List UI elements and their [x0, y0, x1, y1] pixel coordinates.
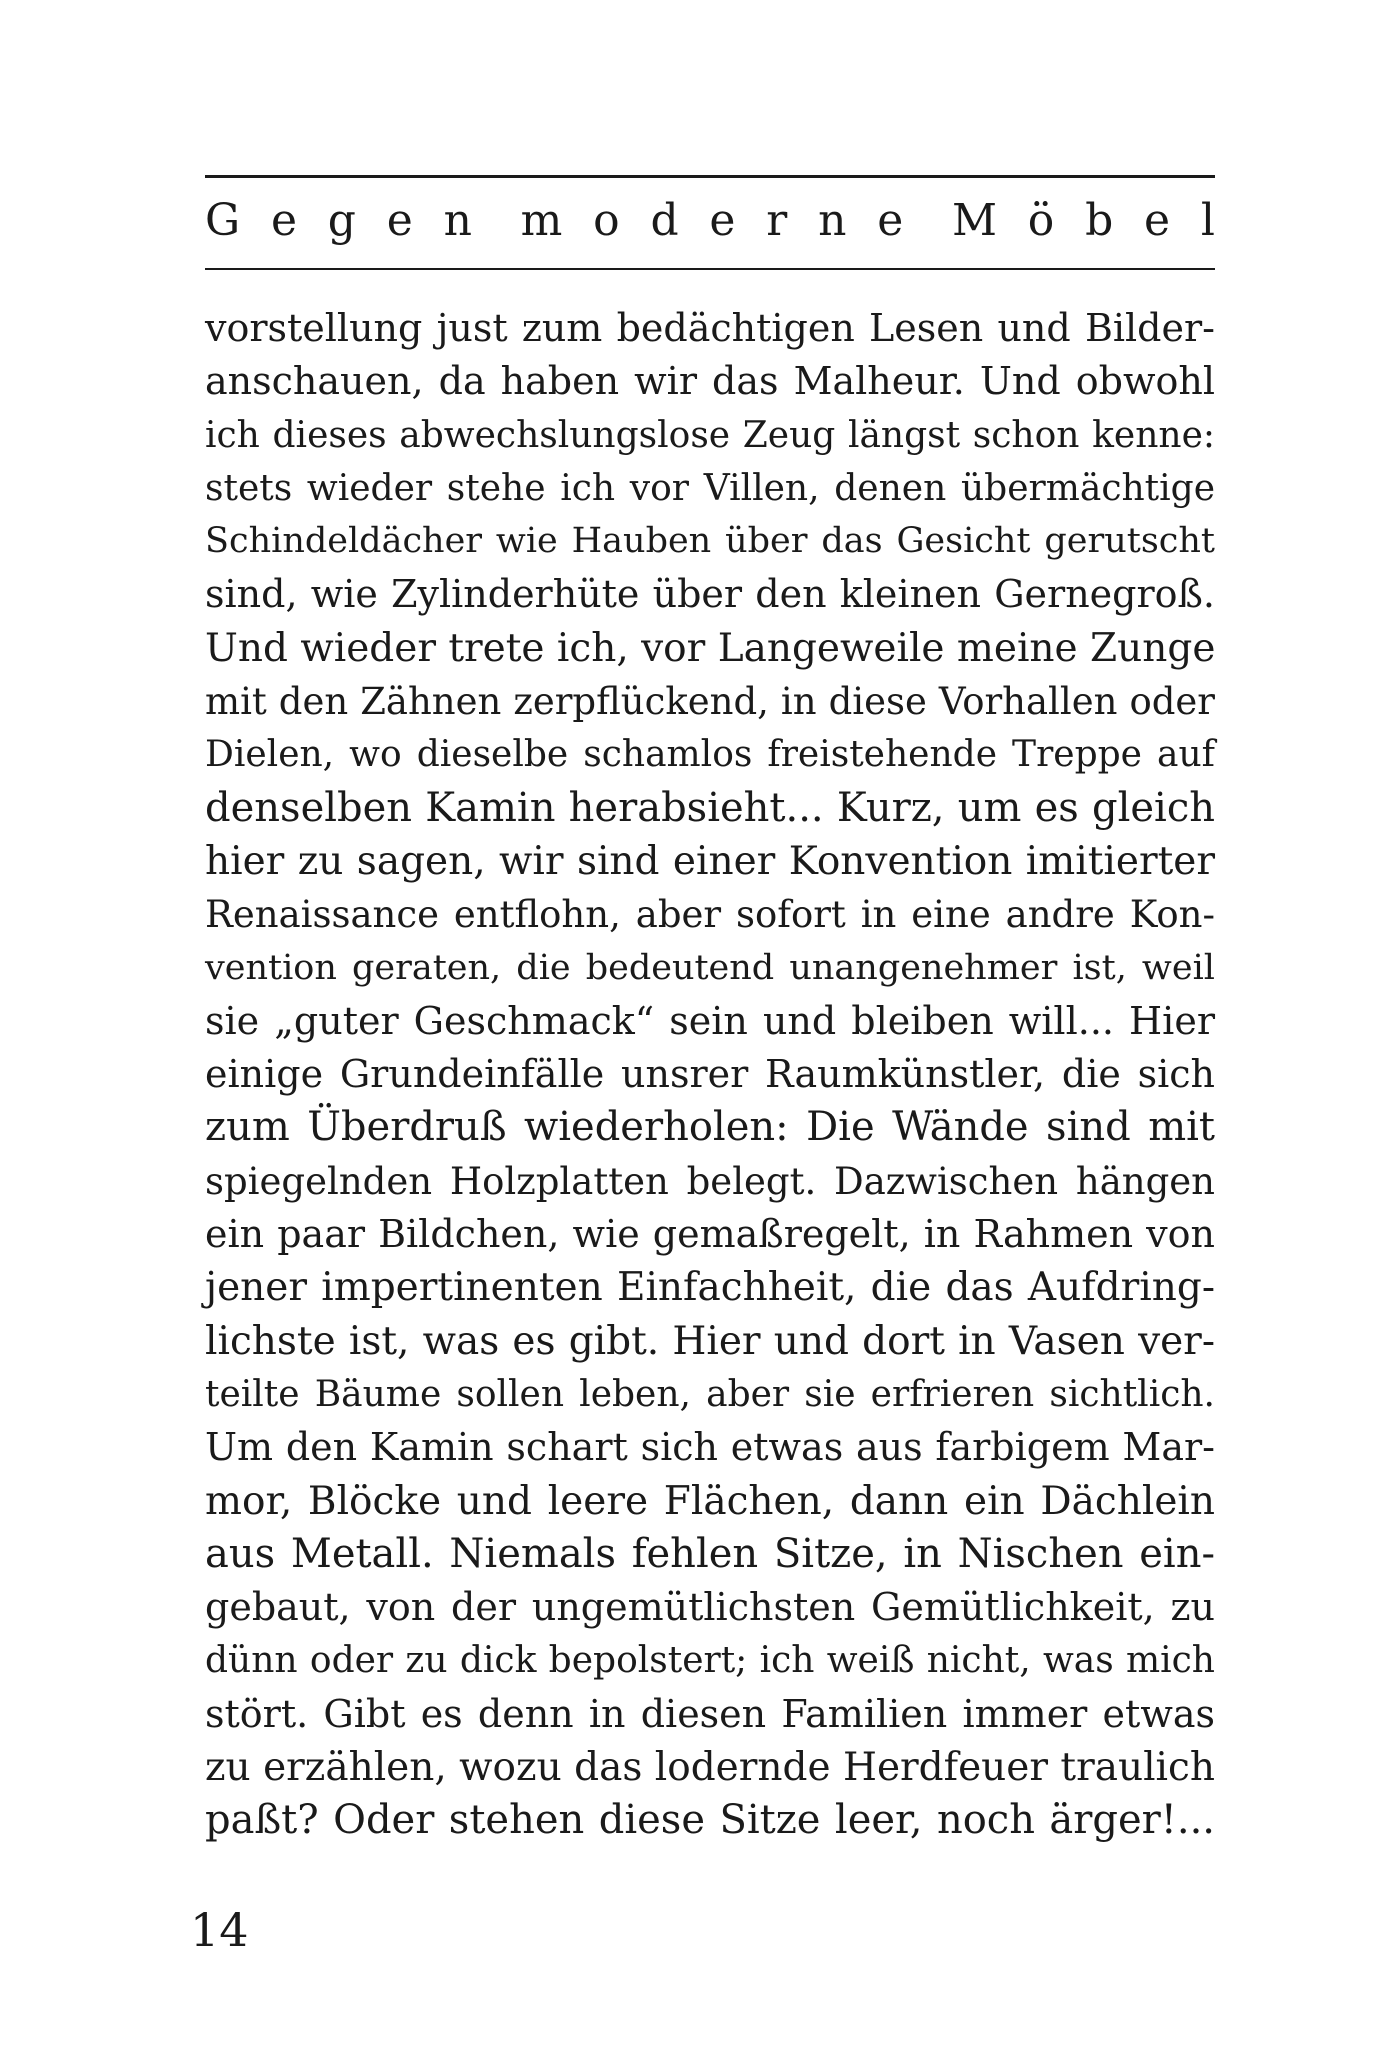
header-rule-top: [205, 175, 1215, 178]
running-head: [205, 190, 1246, 252]
text-line: aus Metall. Niemals fehlen Sitze, in Nischen ein-: [205, 1530, 1215, 1577]
body-text: [205, 302, 1215, 1848]
text-line: Renaissance entflohn, aber sofort in eine andre Kon-: [205, 893, 1215, 937]
text-line: sind, wie Zylinderhüte über den kleinen Gernegroß.: [205, 572, 1215, 617]
text-line: denselben Kamin herabsieht... Kurz, um es gleich: [205, 784, 1215, 831]
text-line: einige Grundeinfälle unsrer Raumkünstler, die sich: [205, 1052, 1215, 1097]
text-line: gebaut, von der ungemütlichsten Gemütlichkeit, zu: [205, 1585, 1215, 1630]
text-line: zum Überdruß wiederholen: Die Wände sind mit: [205, 1104, 1215, 1151]
text-line: dünn oder zu dick bepolstert; ich weiß nicht, was mich: [205, 1640, 1215, 1682]
header-rule-bottom: [205, 268, 1215, 270]
text-line: lichste ist, was es gibt. Hier und dort in Vasen ver-: [205, 1318, 1215, 1364]
text-line: Und wieder trete ich, vor Langeweile meine Zunge: [205, 625, 1216, 671]
text-line: paßt? Oder stehen diese Sitze leer, noch ärger!...: [205, 1797, 1215, 1844]
text-line: teilte Bäume sollen leben, aber sie erfrieren sichtlich.: [205, 1373, 1215, 1415]
text-line: anschauen, da haben wir das Malheur. Und obwohl: [205, 359, 1215, 404]
text-line: stets wieder stehe ich vor Villen, denen übermächtige: [205, 467, 1215, 509]
text-line: zu erzählen, wozu das lodernde Herdfeuer traulich: [205, 1745, 1215, 1791]
running-head-word: Gegen: [205, 195, 503, 246]
page-number: 14: [190, 1903, 249, 1957]
text-line: hier zu sagen, wir sind einer Konvention imitierter: [205, 838, 1215, 884]
text-line: vention geraten, die bedeutend unangenehmer ist, weil: [205, 947, 1215, 988]
text-line: spiegelnden Holzplatten belegt. Dazwischen hängen: [205, 1159, 1215, 1203]
text-line: mit den Zähnen zerpflückend, in diese Vorhallen oder: [205, 680, 1215, 724]
text-line: sie „guter Geschmack“ sein und bleiben will... Hier: [205, 998, 1215, 1043]
text-line: ich dieses abwechslungslose Zeug längst schon kenne:: [205, 414, 1215, 456]
text-line: mor, Blöcke und leere Flächen, dann ein Dächlein: [205, 1478, 1215, 1524]
running-head-word: Möbel: [951, 195, 1246, 246]
text-line: stört. Gibt es denn in diesen Familien immer etwas: [205, 1691, 1215, 1736]
text-line: ein paar Bildchen, wie gemaßregelt, in Rahmen von: [205, 1212, 1215, 1257]
text-line: Dielen, wo dieselbe schamlos freistehende Treppe auf: [205, 734, 1215, 776]
text-line: jener impertinenten Einfachheit, die das Aufdring-: [205, 1265, 1215, 1311]
text-line: Um den Kamin schart sich etwas aus farbigem Mar-: [205, 1425, 1215, 1470]
text-line: vorstellung just zum bedächtigen Lesen und Bilder-: [205, 306, 1215, 350]
text-line: Schindeldächer wie Hauben über das Gesicht gerutscht: [205, 521, 1215, 562]
running-head-word: moderne: [520, 195, 935, 246]
